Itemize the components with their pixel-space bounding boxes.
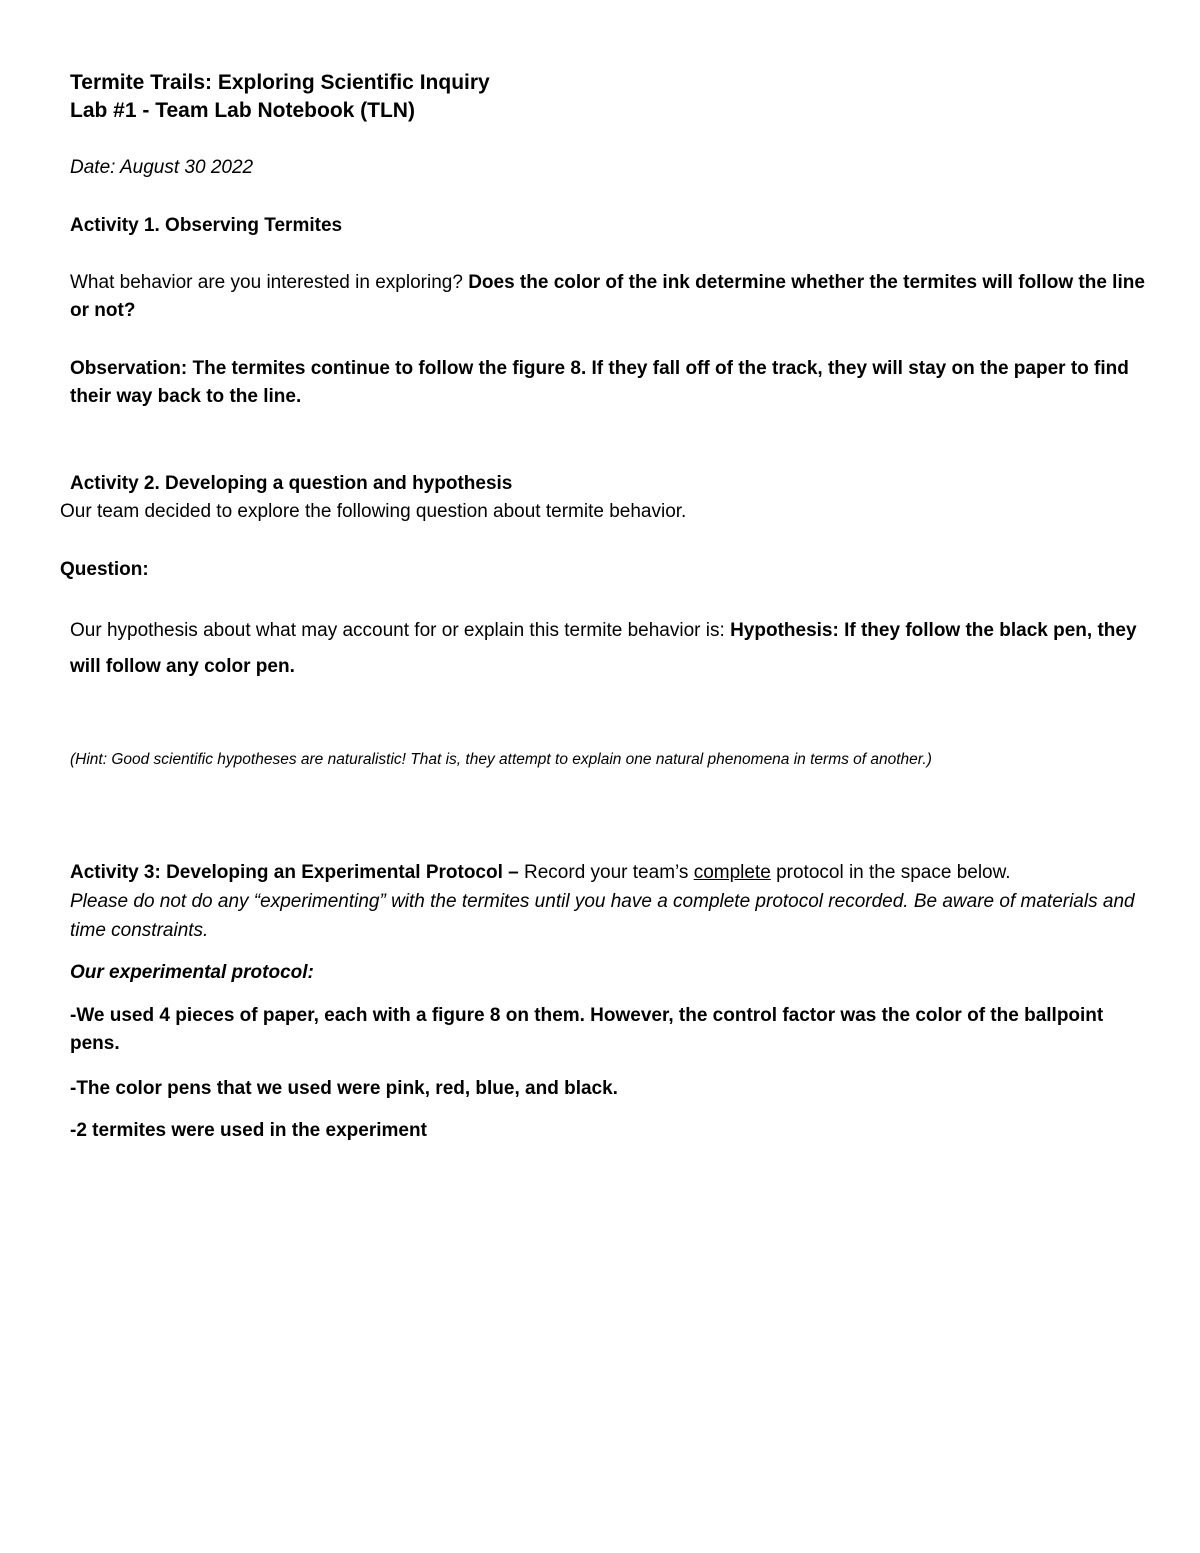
- hypothesis-text: If they follow the black pen, they will follow any color pen.: [70, 620, 1137, 677]
- protocol-item: -We used 4 pieces of paper, each with a figure 8 on them. However, the control factor was the color of the ballpoint pens.: [70, 1005, 1104, 1054]
- activity2-intro: Our team decided to explore the following question about termite behavior.: [60, 501, 687, 522]
- hypothesis-label: Hypothesis:: [730, 620, 839, 641]
- activity3-paragraph: [70, 858, 1160, 945]
- observation-text: The termites continue to follow the figure 8. If they fall off of the track, they will stay on the paper to find their way back to the line.: [70, 358, 1129, 407]
- protocol-item: -2 termites were used in the experiment: [70, 1120, 427, 1141]
- activity3-instruction-pre: Record your team’s: [524, 862, 689, 883]
- hypothesis-paragraph: [70, 613, 1140, 685]
- activity3-instruction-underlined: complete: [693, 862, 771, 883]
- observation-paragraph: [70, 355, 1130, 411]
- activity1-prompt-paragraph: [70, 269, 1145, 325]
- activity1-heading: Activity 1. Observing Termites: [70, 215, 343, 236]
- activity3-warning: Please do not do any “experimenting” with the termites until you have a complete protocol recorded. Be aware of materials and time constraints.: [70, 891, 1135, 941]
- activity2-heading: Activity 2. Developing a question and hypothesis: [70, 473, 513, 494]
- hypothesis-prompt: Our hypothesis about what may account for or explain this termite behavior is:: [70, 620, 725, 641]
- date-line: Date: August 30 2022: [70, 157, 254, 178]
- activity3-heading: Activity 3: Developing an Experimental Protocol –: [70, 862, 519, 883]
- activity3-instruction-post: protocol in the space below.: [776, 862, 1011, 883]
- observation-label: Observation:: [70, 358, 188, 379]
- activity1-prompt: What behavior are you interested in exploring?: [70, 272, 463, 293]
- protocol-label: Our experimental protocol:: [70, 962, 314, 983]
- hint-text: (Hint: Good scientific hypotheses are naturalistic! That is, they attempt to explain one natural phenomena in terms of another.): [70, 751, 932, 768]
- activity1-answer: Does the color of the ink determine whether the termites will follow the line or not?: [70, 272, 1145, 321]
- protocol-item: -The color pens that we used were pink, red, blue, and black.: [70, 1078, 618, 1099]
- document-title: Termite Trails: Exploring Scientific Inquiry: [70, 71, 490, 94]
- question-label: Question:: [60, 559, 149, 580]
- document-subtitle: Lab #1 - Team Lab Notebook (TLN): [70, 99, 415, 122]
